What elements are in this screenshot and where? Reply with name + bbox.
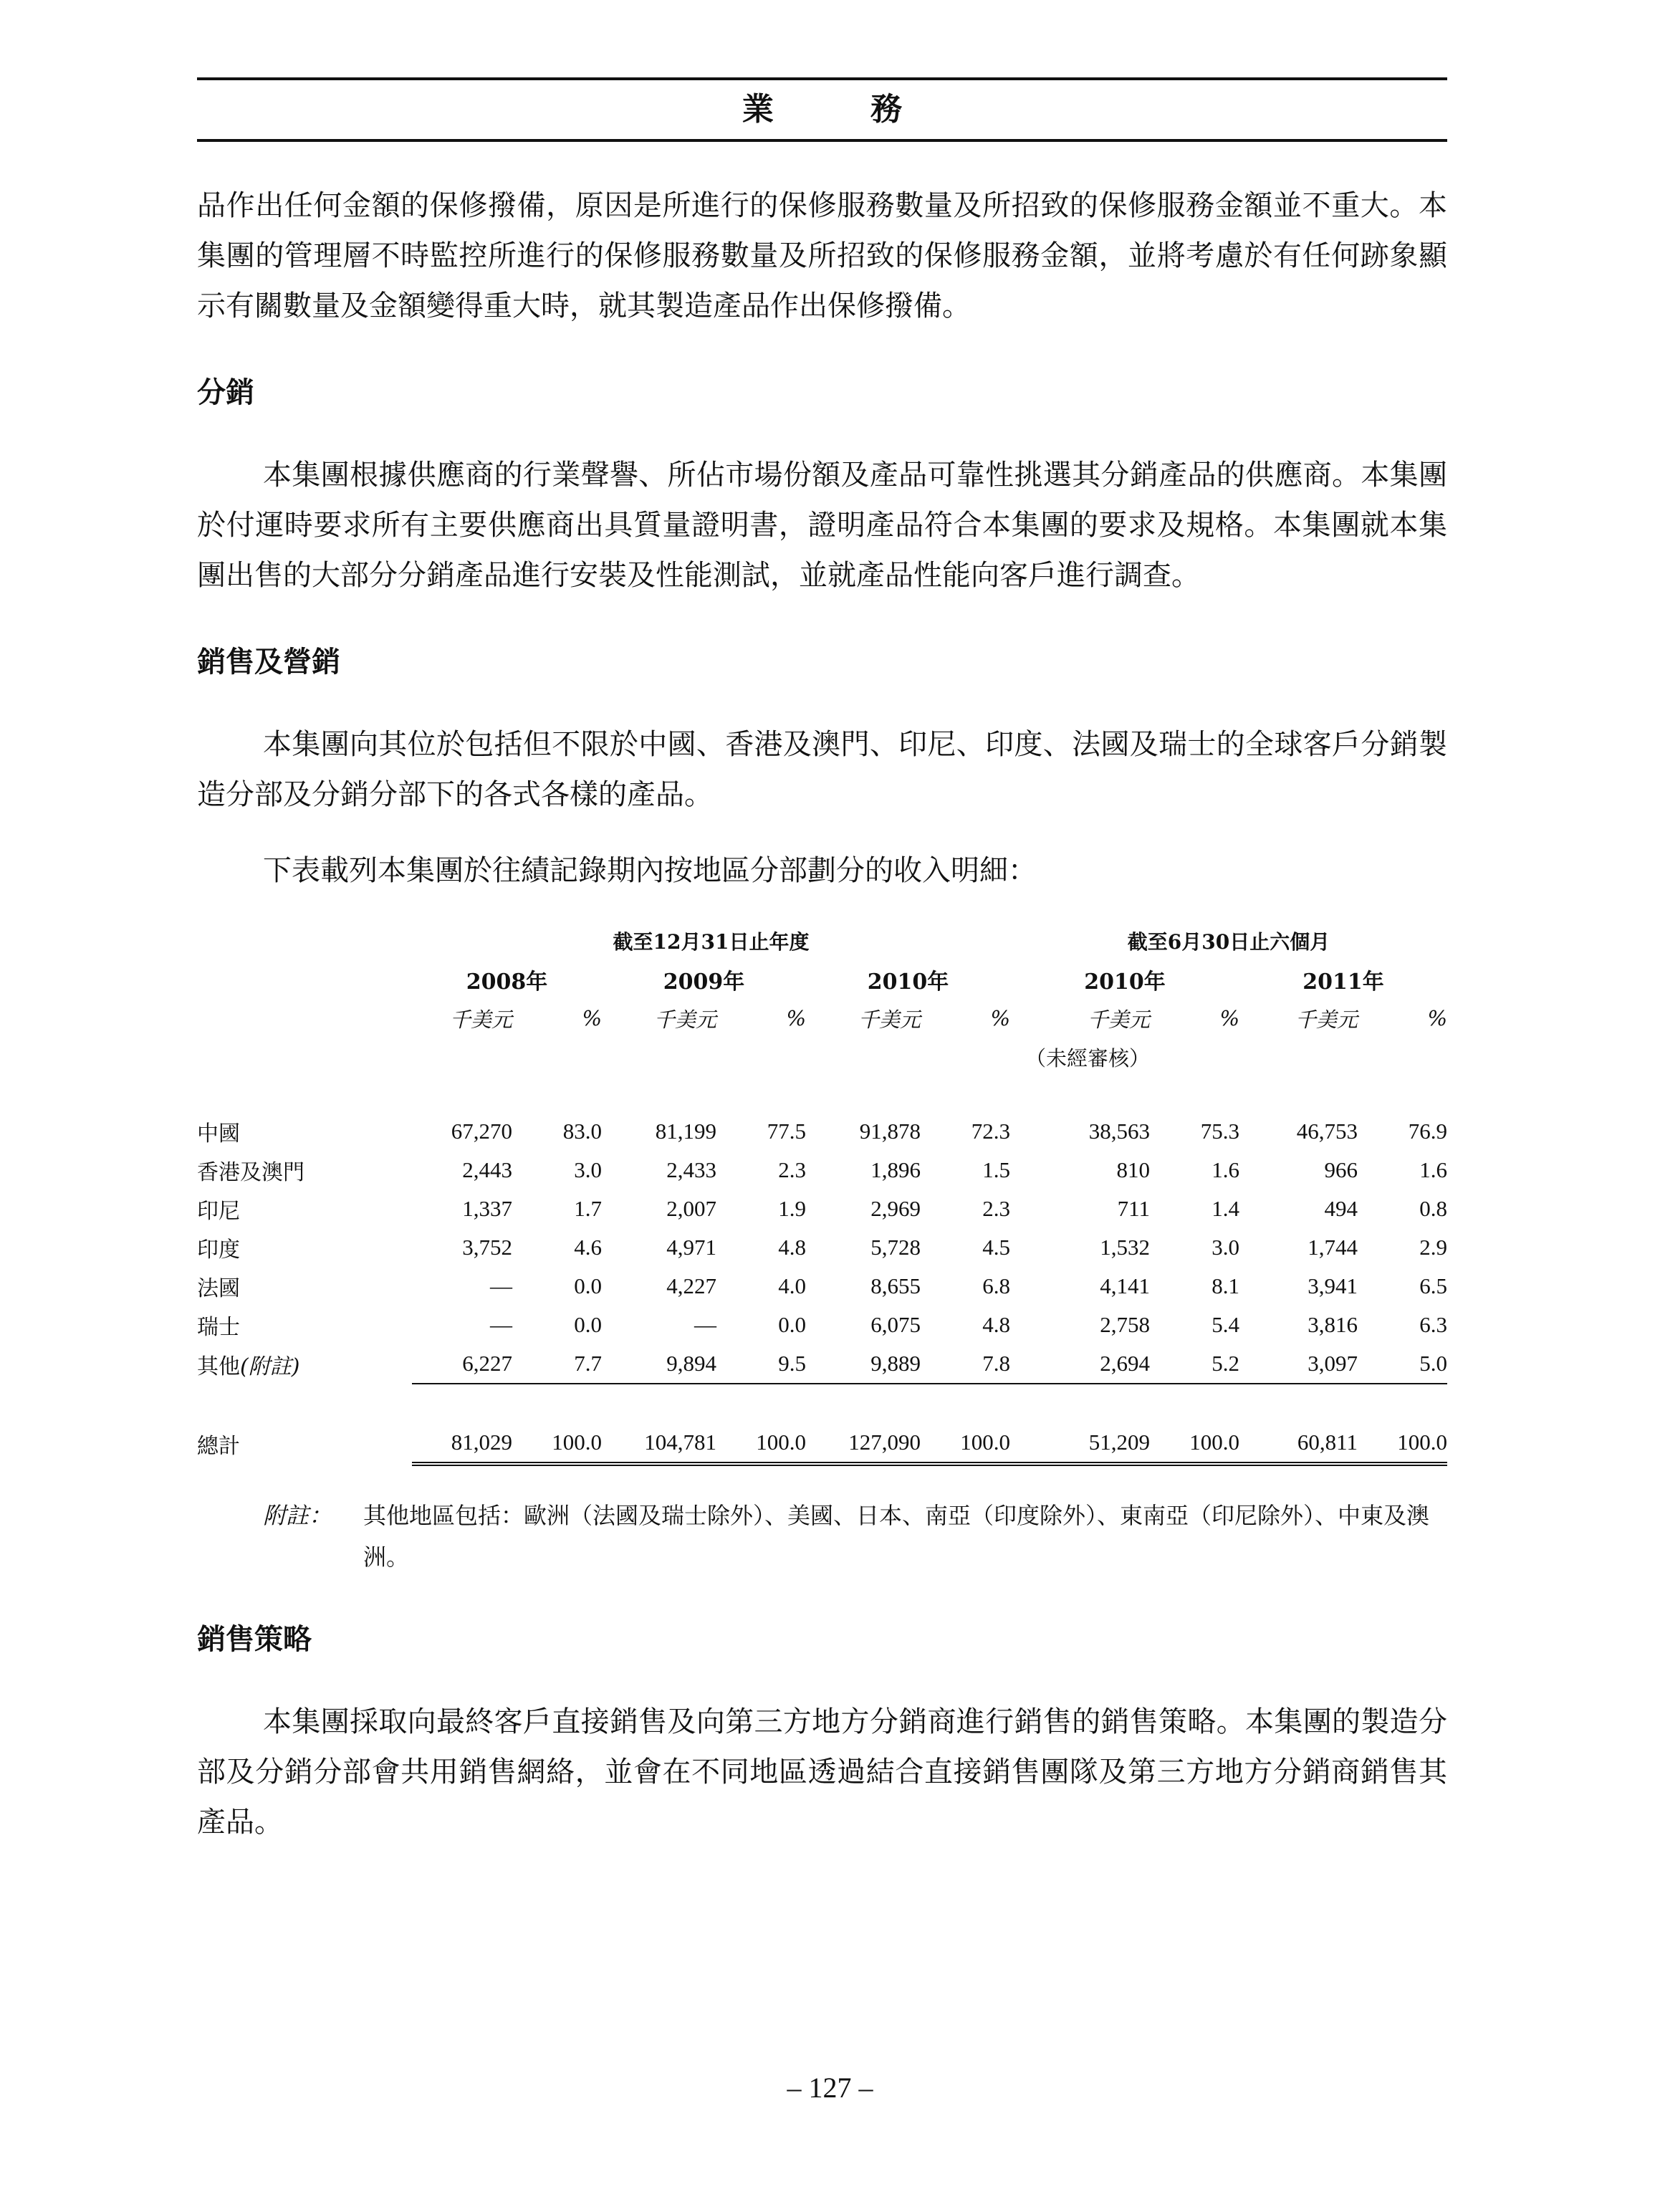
cell: 1,744 — [1308, 1235, 1358, 1260]
section-heading-sales-strategy: 銷售策略 — [197, 1622, 312, 1656]
cell: 1.9 — [778, 1196, 806, 1221]
cell: 5,728 — [870, 1235, 921, 1260]
cell: 3,752 — [462, 1235, 512, 1260]
row-label: 瑞士 — [197, 1315, 240, 1340]
note-reference: (附註) — [240, 1354, 300, 1379]
cell: 2.3 — [982, 1196, 1010, 1221]
cell: 100.0 — [1358, 1423, 1447, 1464]
unit-percent: % — [786, 1006, 806, 1030]
cell: 9.5 — [716, 1344, 806, 1384]
cell: 9,894 — [602, 1344, 716, 1384]
group-header-six-months: 截至6月30日止六個月 — [1127, 930, 1330, 954]
unit-percent: % — [1427, 1006, 1447, 1030]
cell: 60,811 — [1239, 1423, 1358, 1464]
cell: 3,816 — [1308, 1312, 1358, 1337]
paragraph-sales-strategy: 本集團採取向最終客戶直接銷售及向第三方地方分銷商進行銷售的銷售策略。本集團的製造分部及分銷分部會共用銷售網絡，並會在不同地區透過結合直接銷售團隊及第三方地方分銷商銷售其產品。 — [197, 1705, 1447, 1839]
cell: 966 — [1324, 1157, 1358, 1182]
section-heading-sales-marketing: 銷售及營銷 — [197, 645, 340, 679]
cell: 6.5 — [1419, 1273, 1447, 1298]
page-number: – 127 – — [787, 2072, 873, 2104]
cell: 0.8 — [1419, 1196, 1447, 1221]
cell: 7.8 — [921, 1344, 1010, 1384]
cell: 81,199 — [655, 1119, 716, 1144]
cell: 8,655 — [870, 1273, 921, 1298]
table-row — [197, 1189, 1447, 1228]
cell: 81,029 — [412, 1423, 512, 1464]
cell: 4,971 — [666, 1235, 716, 1260]
footnote-text: 其他地區包括：歐洲（法國及瑞士除外）、美國、日本、南亞（印度除外）、東南亞（印尼除外）、中東及澳洲。 — [363, 1502, 1430, 1571]
row-label-total: 總計 — [197, 1433, 240, 1459]
cell: 6.8 — [982, 1273, 1010, 1298]
table-row — [197, 1228, 1447, 1267]
cell: 51,209 — [1010, 1423, 1150, 1464]
table-row — [197, 1267, 1447, 1306]
group-header-annual: 截至12月31日止年度 — [613, 930, 810, 954]
unit-amount: 千美元 — [1087, 1007, 1150, 1032]
cell: 83.0 — [562, 1119, 602, 1144]
unit-amount: 千美元 — [1295, 1007, 1358, 1032]
row-label: 法國 — [197, 1276, 240, 1301]
table-footnote — [197, 1495, 1447, 1578]
cell: — — [490, 1273, 512, 1298]
cell: — — [694, 1312, 716, 1337]
cell: 4,227 — [666, 1273, 716, 1298]
row-label: 香港及澳門 — [197, 1160, 304, 1185]
unit-percent: % — [990, 1006, 1010, 1030]
unit-amount: 千美元 — [858, 1007, 921, 1032]
table-row — [197, 1112, 1447, 1151]
paragraph-sales-marketing: 本集團向其位於包括但不限於中國、香港及澳門、印尼、印度、法國及瑞士的全球客戶分銷製造分部及分銷分部下的各式各樣的產品。 — [197, 728, 1447, 811]
cell: 2.3 — [778, 1157, 806, 1182]
cell: 9,889 — [806, 1344, 921, 1384]
year-header-2008: 2008年 — [466, 969, 548, 995]
cell: 2,969 — [870, 1196, 921, 1221]
unit-percent: % — [1219, 1006, 1239, 1030]
cell: 1,337 — [462, 1196, 512, 1221]
cell: 8.1 — [1212, 1273, 1239, 1298]
page — [197, 77, 1447, 1847]
cell: 100.0 — [1150, 1423, 1239, 1464]
cell: 104,781 — [602, 1423, 716, 1464]
cell: 3,941 — [1308, 1273, 1358, 1298]
cell: 67,270 — [451, 1119, 512, 1144]
year-header-2011-half: 2011年 — [1302, 969, 1384, 995]
cell: 76.9 — [1408, 1119, 1447, 1144]
cell: 810 — [1116, 1157, 1150, 1182]
year-header-2009: 2009年 — [663, 969, 745, 995]
year-header-2010: 2010年 — [867, 969, 949, 995]
revenue-by-region-table — [197, 921, 1447, 1466]
cell: 127,090 — [806, 1423, 921, 1464]
cell: 2,433 — [666, 1157, 716, 1182]
cell: 3.0 — [574, 1157, 602, 1182]
year-header-2010-half: 2010年 — [1084, 969, 1166, 995]
cell: 5.2 — [1150, 1344, 1239, 1384]
unit-percent: % — [582, 1006, 602, 1030]
table-row — [197, 1306, 1447, 1344]
table-row-other — [197, 1344, 1447, 1384]
page-header-title: 業 務 — [742, 91, 946, 128]
cell: 4.0 — [778, 1273, 806, 1298]
cell: 46,753 — [1296, 1119, 1358, 1144]
row-label: 印度 — [197, 1237, 240, 1263]
paragraph-distribution: 本集團根據供應商的行業聲譽、所佔市場份額及產品可靠性挑選其分銷產品的供應商。本集團於付運時要求所有主要供應商出具質量證明書，證明產品符合本集團的要求及規格。本集團就本集團出售的大部分分銷產品進行安裝及性能測試，並就產品性能向客戶進行調查。 — [197, 459, 1447, 592]
unit-amount: 千美元 — [653, 1007, 716, 1032]
cell: 100.0 — [716, 1423, 806, 1464]
cell: 6,227 — [412, 1344, 512, 1384]
cell: 2,758 — [1100, 1312, 1150, 1337]
section-heading-distribution: 分銷 — [197, 375, 254, 409]
cell: 5.4 — [1212, 1312, 1239, 1337]
cell: 5.0 — [1358, 1344, 1447, 1384]
cell: 3.0 — [1212, 1235, 1239, 1260]
cell: 2,007 — [666, 1196, 716, 1221]
cell: 3,097 — [1239, 1344, 1358, 1384]
cell: 4.8 — [778, 1235, 806, 1260]
cell: 0.0 — [574, 1273, 602, 1298]
cell: 6,075 — [870, 1312, 921, 1337]
cell: 711 — [1117, 1196, 1150, 1221]
cell: 38,563 — [1088, 1119, 1150, 1144]
row-label-other — [197, 1344, 412, 1384]
cell: 1.7 — [574, 1196, 602, 1221]
cell: 2,694 — [1010, 1344, 1150, 1384]
cell: 1.5 — [982, 1157, 1010, 1182]
cell: 1.4 — [1212, 1196, 1239, 1221]
cell: 77.5 — [767, 1119, 806, 1144]
footnote-label: 附註： — [263, 1502, 332, 1529]
table-intro: 下表載列本集團於往績記錄期內按地區分部劃分的收入明細： — [263, 854, 1037, 887]
cell: 0.0 — [778, 1312, 806, 1337]
unit-amount: 千美元 — [449, 1007, 512, 1032]
cell: 6.3 — [1419, 1312, 1447, 1337]
cell: 100.0 — [512, 1423, 602, 1464]
row-label: 印尼 — [197, 1199, 240, 1224]
cell: 4.8 — [982, 1312, 1010, 1337]
table-row — [197, 1151, 1447, 1189]
cell: 100.0 — [921, 1423, 1010, 1464]
cell: 1,896 — [870, 1157, 921, 1182]
cell: 1.6 — [1212, 1157, 1239, 1182]
cell: 75.3 — [1200, 1119, 1239, 1144]
cell: 2.9 — [1419, 1235, 1447, 1260]
cell: 72.3 — [971, 1119, 1010, 1144]
cell: 0.0 — [574, 1312, 602, 1337]
cell: 1,532 — [1100, 1235, 1150, 1260]
cell: 1.6 — [1419, 1157, 1447, 1182]
cell: 91,878 — [859, 1119, 921, 1144]
cell: 4.5 — [982, 1235, 1010, 1260]
table-row-total — [197, 1423, 1447, 1464]
cell: 494 — [1324, 1196, 1358, 1221]
cell: — — [490, 1312, 512, 1337]
cell: 2,443 — [462, 1157, 512, 1182]
unaudited-note: （未經審核） — [1025, 1045, 1150, 1071]
cell: 4.6 — [574, 1235, 602, 1260]
paragraph-warranty: 品作出任何金額的保修撥備，原因是所進行的保修服務數量及所招致的保修服務金額並不重大。本集團的管理層不時監控所進行的保修服務數量及所招致的保修服務金額，並將考慮於有任何跡象顯示有關數量及金額變得重大時，就其製造產品作出保修撥備。 — [197, 189, 1447, 322]
row-label: 中國 — [197, 1121, 240, 1146]
cell: 7.7 — [512, 1344, 602, 1384]
cell: 4,141 — [1100, 1273, 1150, 1298]
row-label-text: 其他 — [197, 1354, 240, 1379]
